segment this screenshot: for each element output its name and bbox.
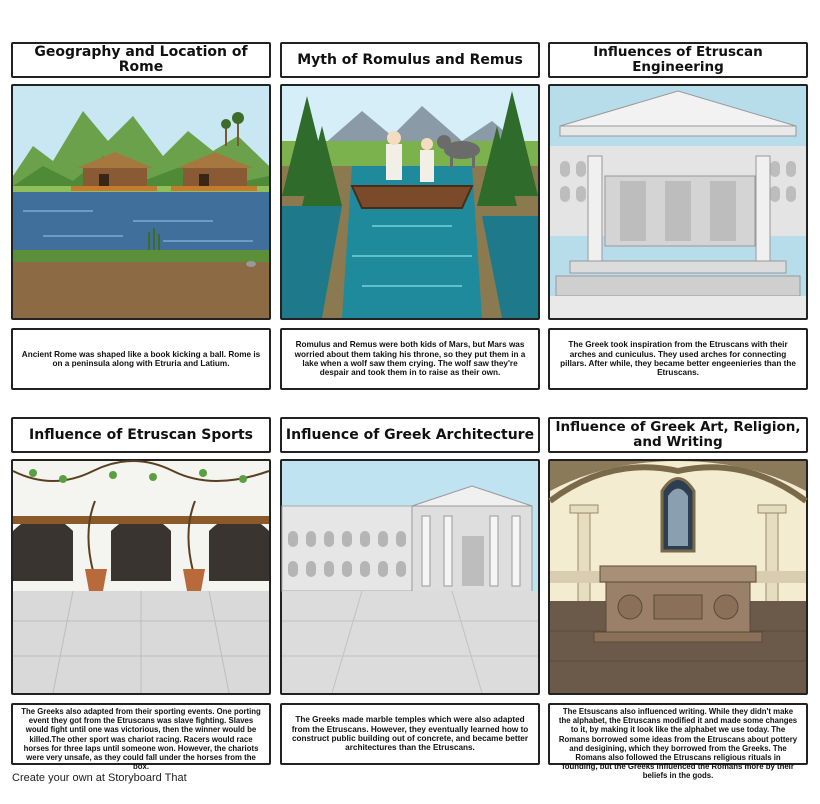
scene-river-boat xyxy=(280,84,540,320)
panel-caption: Ancient Rome was shaped like a book kicking a ball. Rome is on a peninsula along with Etruria and Latium. xyxy=(11,328,271,390)
scene-temple xyxy=(548,84,808,320)
panel-title: Geography and Location of Rome xyxy=(11,42,271,78)
panel-title: Influences of Etruscan Engineering xyxy=(548,42,808,78)
panel-caption: The Greeks made marble temples which were also adapted from the Etruscans. However, they eventually learned how to construct public building out of concrete, and became better architectures than the Etruscans. xyxy=(280,703,540,765)
sarcophagus xyxy=(594,566,762,642)
panel-title: Influence of Greek Architecture xyxy=(280,417,540,453)
panel-caption: The Etsuscans also influenced writing. While they didn't make the alphabet, the Etruscans modified it and made some changes to it, by making it look like the alphabet we use today. The Romans borrowed some ideas from the Etruscans about pottery and desigining, which they borrowed from the Greeks. The Romans also followed the Etruscans religious rituals in founding, but the Greeks influenced the Romans more by their beliefs in the gods. xyxy=(548,703,808,765)
panel-title: Influence of Etruscan Sports xyxy=(11,417,271,453)
scene-lake-huts xyxy=(11,84,271,320)
boat xyxy=(352,186,472,208)
panel-title: Myth of Romulus and Remus xyxy=(280,42,540,78)
scene-courtyard xyxy=(11,459,271,695)
scene-forum xyxy=(280,459,540,695)
panel-title: Influence of Greek Art, Religion, and Writing xyxy=(548,417,808,453)
panel-caption: The Greeks also adapted from their sporting events. One porting event they got from the Etruscans was slave fighting. Slaves would fight until one was victorious, then the winner would be killed.The other sport was chariot racing. Racers would race horses for three laps until someone won. However, the chariots were very unsafe, as they could fall under the horses from the box. xyxy=(11,703,271,765)
footer-credit[interactable]: Create your own at Storyboard That xyxy=(12,772,187,784)
panel-caption: The Greek took inspiration from the Etruscans with their arches and cuniculus. They used arches for connecting pillars. After while, they became better engeenieries than the Etruscans. xyxy=(548,328,808,390)
scene-crypt xyxy=(548,459,808,695)
panel-caption: Romulus and Remus were both kids of Mars, but Mars was worried about them taking his throne, so they put them in a lake when a wolf saw them crying. The wolf saw they're despair and took them in to raise as their own. xyxy=(280,328,540,390)
